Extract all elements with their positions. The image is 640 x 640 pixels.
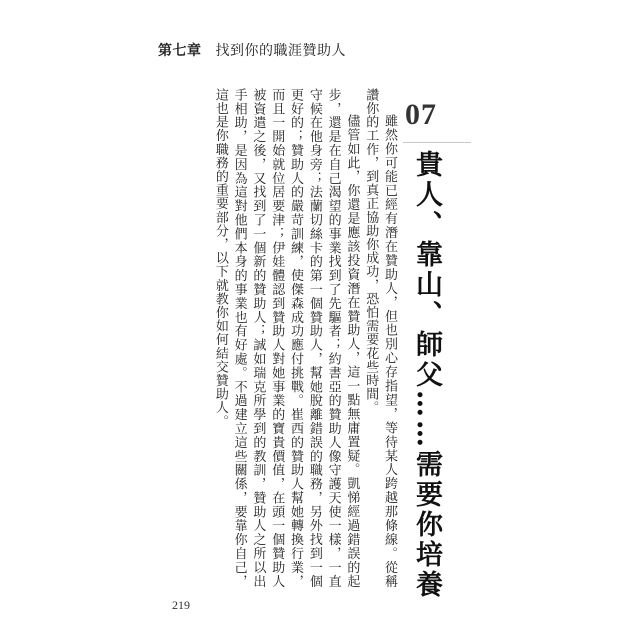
chapter-divider [403, 142, 471, 143]
running-head-chapter-title: 找到你的職涯贊助人 [215, 43, 346, 59]
body-text [178, 88, 398, 588]
chapter-number: 07 [405, 98, 437, 131]
running-head [158, 40, 346, 60]
chapter-heading [403, 88, 487, 600]
running-head-chapter-label: 第七章 [158, 43, 202, 59]
chapter-title: 貴人、靠山、師父……需要你培養 [411, 150, 442, 600]
paragraph: 儘管如此，你還是應該投資潛在贊助人，這一點無庸置疑。凱悌經過錯誤的起步，還是在自己渴望的事業找到了先驅者；約書亞的贊助人像守護天使一樣，一直守候在他身旁；法蘭切絲卡的第一個贊助人，幫她脫離錯誤的職務，另外找到一個更好的；贊助人的嚴苛訓練，使傑森成功應付挑戰。崔西的贊助人幫她轉換行業，而且一開始就位居要津；伊娃體認到贊助人對她事業的寶貴價值，在頭一個贊助人被資遣之後，又找到了一個新的贊助人；誠如瑞克所學到的教訓，贊助人之所以出手相助，是因為這對他們本身的事業也有好處。不過建立這些關係，要靠你自己，這也是你職務的重要部分，以下就教你如何結交贊助人。 [212, 88, 360, 588]
page-number: 219 [172, 598, 190, 612]
paragraph: 雖然你可能已經有潛在贊助人，但也別心存指望，等待某人跨越那條線。從稱讚你的工作，到真正協助你成功，恐怕需要花些時間。 [363, 88, 397, 588]
